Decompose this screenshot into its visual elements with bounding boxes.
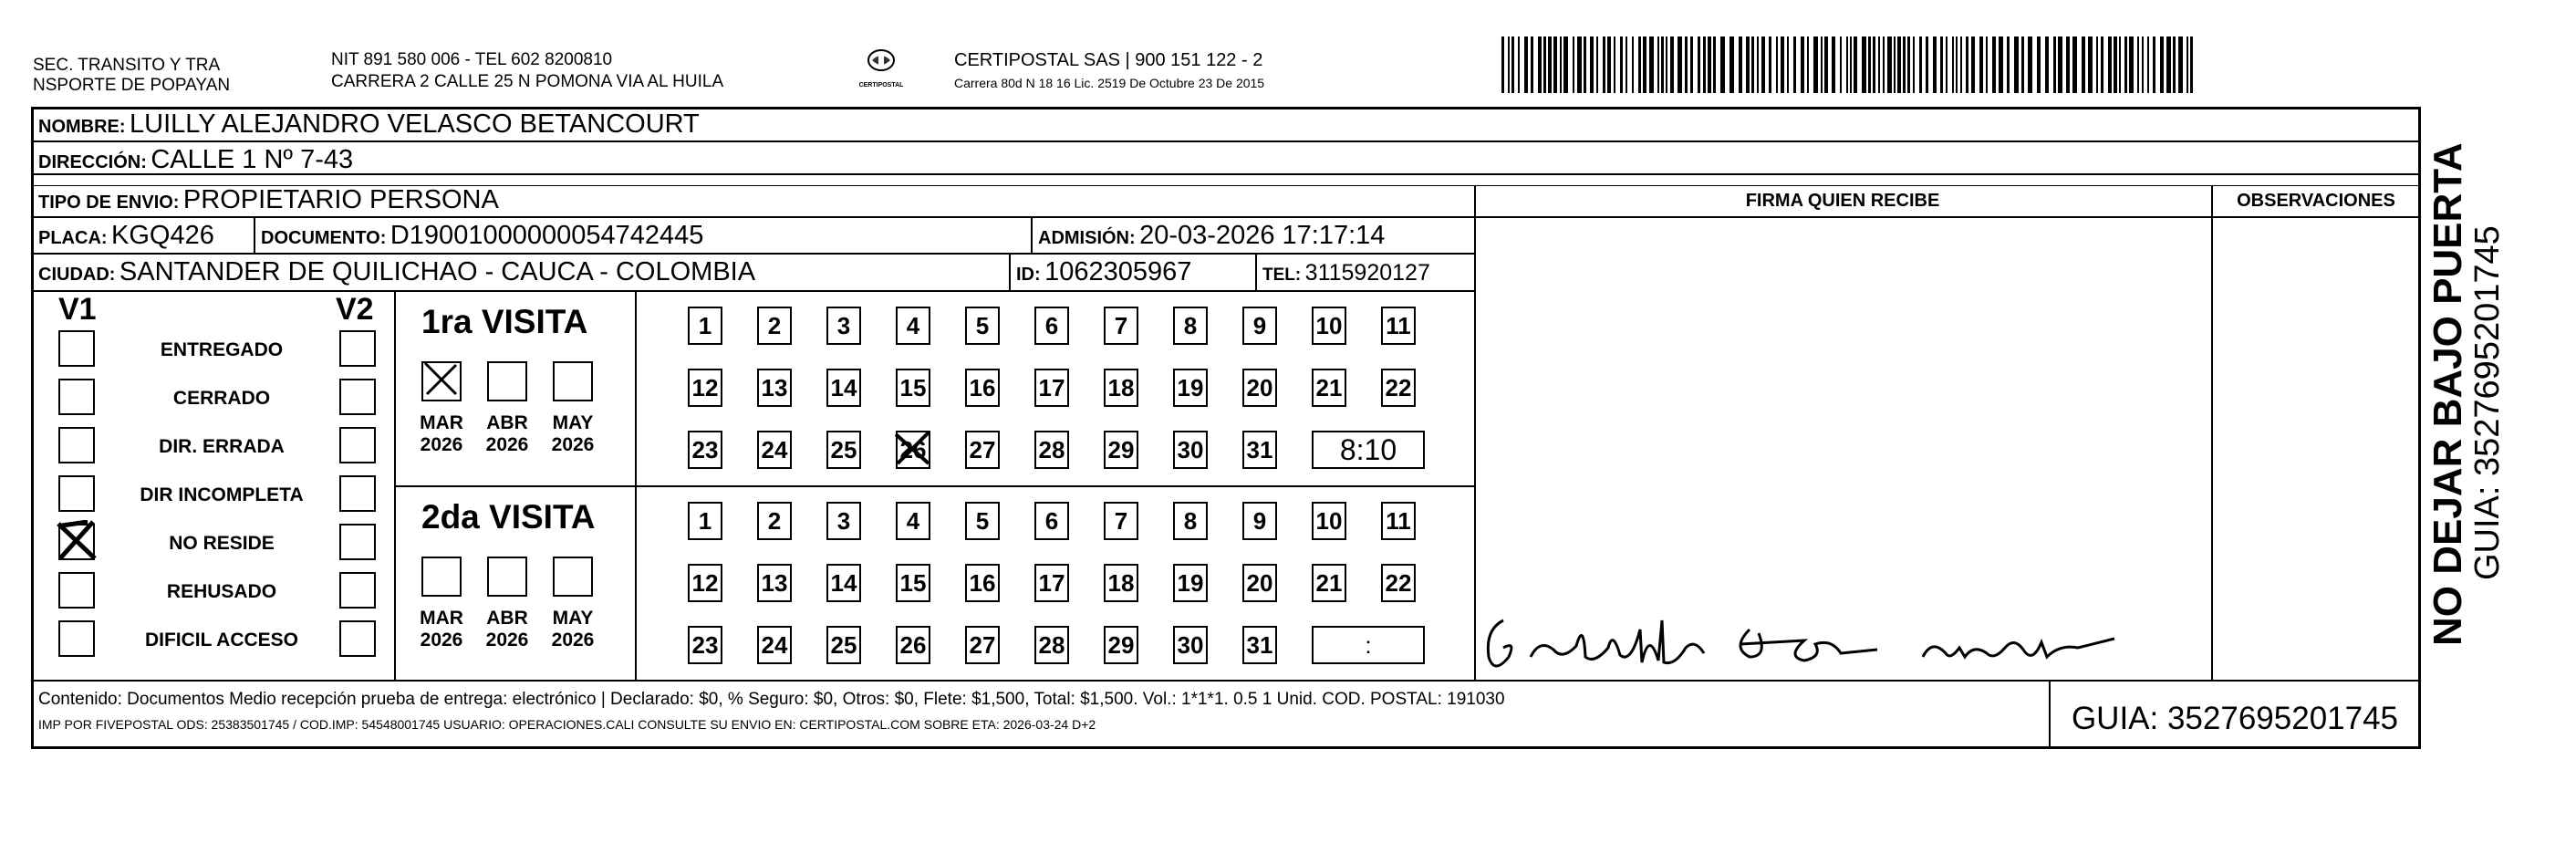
barcode-bar (1850, 36, 1852, 93)
status-label: DIFICIL ACCESO (144, 630, 298, 650)
day-7[interactable]: 7 (1104, 307, 1138, 345)
barcode-bar (1940, 36, 1943, 93)
month-year: 2026 (485, 630, 529, 651)
v2-checkbox-dir-incompleta[interactable] (339, 475, 376, 512)
firma-header: FIRMA QUIEN RECIBE (1745, 191, 1940, 211)
barcode-bar (1685, 36, 1688, 93)
visit-divider (394, 485, 1474, 487)
month-label (414, 412, 469, 456)
barcode-bar (1946, 36, 1948, 93)
day-31[interactable]: 31 (1242, 431, 1277, 469)
barcode-bar (1832, 36, 1835, 93)
day-29[interactable]: 29 (1104, 431, 1138, 469)
barcode-bar (2142, 36, 2144, 93)
ciudad-value: SANTANDER DE QUILICHAO - CAUCA - COLOMBIA (119, 257, 756, 286)
day-2[interactable]: 2 (757, 307, 792, 345)
barcode-bar (1846, 36, 1848, 93)
day-18[interactable]: 18 (1104, 564, 1138, 602)
nombre-label: NOMBRE: (38, 117, 126, 137)
observaciones-header: OBSERVACIONES (2237, 191, 2395, 211)
month-checkbox-may[interactable] (553, 361, 593, 401)
day-3[interactable]: 3 (826, 307, 861, 345)
nit-line: NIT 891 580 006 - TEL 602 8200810 (331, 50, 613, 69)
x-mark-icon (57, 520, 97, 560)
day-11[interactable]: 11 (1381, 502, 1416, 540)
barcode-bar (1690, 36, 1693, 93)
day-16[interactable]: 16 (965, 369, 1000, 407)
barcode-bar (1873, 36, 1875, 93)
day-15[interactable]: 15 (896, 564, 930, 602)
barcode-bar (1854, 36, 1857, 93)
signature-scribble (1476, 593, 2169, 680)
barcode-bar (1632, 36, 1634, 93)
month-checkbox-abr[interactable] (487, 361, 527, 401)
month-name: MAR (420, 608, 463, 629)
tel-cell (1262, 262, 1430, 285)
license-line: Carrera 80d N 18 16 Lic. 2519 De Octubre 23 De 2015 (954, 76, 1265, 90)
barcode-bar (1638, 36, 1641, 93)
v1-checkbox-entregado[interactable] (58, 330, 95, 367)
barcode-bar (1813, 36, 1818, 93)
barcode-bar (1913, 36, 1915, 93)
certipostal-logo (854, 44, 909, 93)
side-guia: GUIA: 3527695201745 (2468, 225, 2507, 580)
barcode-bar (1801, 36, 1804, 93)
barcode-bar (1919, 36, 1922, 93)
barcode-bar (1887, 36, 1892, 93)
day-27[interactable]: 27 (965, 626, 1000, 664)
day-1[interactable]: 1 (688, 502, 722, 540)
v2-checkbox-cerrado[interactable] (339, 379, 376, 415)
barcode-bar (1713, 36, 1716, 93)
barcode-bar (2058, 36, 2062, 93)
v1-checkbox-cerrado[interactable] (58, 379, 95, 415)
barcode-bar (2186, 36, 2188, 93)
barcode-bar (2101, 36, 2103, 93)
day-24[interactable]: 24 (757, 431, 792, 469)
barcode-bar (1781, 36, 1784, 93)
no-dejar-warning: NO DEJAR BAJO PUERTA (2425, 142, 2470, 646)
barcode-bar (1746, 36, 1750, 93)
day-17[interactable]: 17 (1034, 564, 1069, 602)
issuer-line-2: NSPORTE DE POPAYAN (33, 76, 231, 95)
barcode-bar (2147, 36, 2149, 93)
barcode-bar (1666, 36, 1667, 93)
barcode-bar (1971, 36, 1975, 93)
day-12[interactable]: 12 (688, 369, 722, 407)
v1-checkbox-dir-incompleta[interactable] (58, 475, 95, 512)
status-label: REHUSADO (166, 581, 277, 602)
day-5[interactable]: 5 (965, 502, 1000, 540)
v2-checkbox-dir-errada[interactable] (339, 427, 376, 463)
barcode-bar (1966, 36, 1968, 93)
barcode-bar (1626, 36, 1627, 93)
day-1[interactable]: 1 (688, 307, 722, 345)
day-6[interactable]: 6 (1034, 502, 1069, 540)
day-20[interactable]: 20 (1242, 564, 1277, 602)
barcode-bar (2088, 36, 2093, 93)
contenido-line: Contenido: Documentos Medio recepción prueba de entrega: electrónico | Declarado: $0, % Seguro: $0, Otros: $0, Flete: $1,500, Total: $1,500. Vol.: 1*1*1. 0.5 1 Unid. COD. POSTAL: 191030 (38, 690, 1505, 709)
guia-footer: GUIA: 3527695201745 (2071, 701, 2399, 736)
barcode-bar (1807, 36, 1809, 93)
month-name: MAY (552, 412, 594, 433)
tipo-value: PROPIETARIO PERSONA (182, 185, 499, 214)
barcode-bar (1538, 36, 1542, 93)
barcode-bar (1952, 36, 1954, 93)
day-2[interactable]: 2 (757, 502, 792, 540)
barcode-bar (1643, 36, 1646, 93)
barcode-bar (2137, 36, 2139, 93)
barcode-bar (1787, 36, 1789, 93)
barcode-bar (1776, 36, 1778, 93)
barcode-icon (1501, 36, 2197, 93)
barcode-bar (2096, 36, 2098, 93)
barcode-bar (2007, 36, 2010, 93)
address-line: CARRERA 2 CALLE 25 N POMONA VIA AL HUILA (331, 72, 724, 91)
barcode-bar (2108, 36, 2112, 93)
barcode-bar (2129, 36, 2134, 93)
id-cell (1016, 259, 1191, 286)
barcode-bar (2082, 36, 2085, 93)
day-4[interactable]: 4 (896, 307, 930, 345)
barcode-bar (1903, 36, 1906, 93)
status-label: CERRADO (172, 388, 271, 409)
day-20[interactable]: 20 (1242, 369, 1277, 407)
barcode-bar (1897, 36, 1901, 93)
barcode-bar (1907, 36, 1910, 93)
barcode-bar (1868, 36, 1871, 93)
month-name: ABR (486, 608, 528, 629)
placa-value: KGQ426 (111, 221, 214, 250)
id-value: 1062305967 (1044, 257, 1192, 286)
v1-checkbox-no-reside[interactable] (58, 524, 95, 560)
barcode-bar (1720, 36, 1725, 93)
row-divider (31, 253, 1474, 255)
day-8[interactable]: 8 (1173, 502, 1208, 540)
day-24[interactable]: 24 (757, 626, 792, 664)
barcode-bar (2021, 36, 2024, 93)
day-30[interactable]: 30 (1173, 626, 1208, 664)
barcode-bar (1862, 36, 1866, 93)
barcode-bar (2166, 36, 2171, 93)
barcode-bar (1793, 36, 1796, 93)
barcode-bar (1508, 36, 1510, 93)
row-divider (31, 216, 1474, 218)
month-name: ABR (486, 412, 528, 433)
company-line: CERTIPOSTAL SAS | 900 151 122 - 2 (954, 50, 1263, 70)
barcode-bar (1511, 36, 1514, 93)
barcode-bar (1999, 36, 2003, 93)
barcode-bar (1840, 36, 1842, 93)
barcode-bar (1501, 36, 1504, 93)
month-year: 2026 (551, 630, 595, 651)
barcode-bar (1878, 36, 1880, 93)
day-22[interactable]: 22 (1381, 369, 1416, 407)
barcode-bar (2160, 36, 2164, 93)
ciudad-label: CIUDAD: (38, 265, 116, 285)
barcode-bar (1698, 36, 1700, 93)
barcode-bar (1678, 36, 1682, 93)
barcode-bar (2119, 36, 2121, 93)
barcode (1501, 36, 2197, 93)
barcode-bar (1596, 36, 1598, 93)
barcode-bar (1757, 36, 1759, 93)
barcode-bar (1620, 36, 1623, 93)
day-15[interactable]: 15 (896, 369, 930, 407)
month-checkbox-mar[interactable] (421, 361, 462, 401)
x-mark-icon (421, 358, 462, 398)
barcode-bar (1649, 36, 1654, 93)
barcode-bar (1894, 36, 1896, 93)
tel-label: TEL: (1262, 265, 1302, 285)
visit-title-1: 1ra VISITA (421, 303, 588, 340)
barcode-bar (1590, 36, 1594, 93)
direccion-row (38, 147, 353, 173)
logo-text: CERTIPOSTAL (858, 82, 904, 88)
barcode-bar (1657, 36, 1659, 93)
day-14[interactable]: 14 (826, 369, 861, 407)
month-year: 2026 (551, 434, 595, 456)
row-divider (31, 140, 2421, 142)
barcode-bar (2173, 36, 2176, 93)
barcode-bar (1548, 36, 1552, 93)
day-21[interactable]: 21 (1312, 564, 1346, 602)
month-year: 2026 (420, 434, 463, 456)
barcode-bar (2028, 36, 2032, 93)
day-21[interactable]: 21 (1312, 369, 1346, 407)
v1-checkbox-rehusado[interactable] (58, 572, 95, 609)
barcode-bar (1573, 36, 1574, 93)
issuer-line-1: SEC. TRANSITO Y TRA (33, 56, 221, 75)
day-10[interactable]: 10 (1312, 307, 1346, 345)
barcode-bar (2178, 36, 2183, 93)
barcode-bar (2190, 36, 2193, 93)
day-18[interactable]: 18 (1104, 369, 1138, 407)
day-9[interactable]: 9 (1242, 502, 1277, 540)
barcode-bar (1670, 36, 1674, 93)
direccion-value: CALLE 1 Nº 7-43 (151, 145, 354, 174)
cell-divider (1031, 216, 1033, 253)
barcode-bar (2045, 36, 2049, 93)
cell-divider (1255, 253, 1257, 290)
x-mark-icon (892, 427, 934, 469)
day-19[interactable]: 19 (1173, 564, 1208, 602)
month-year: 2026 (420, 630, 463, 651)
day-3[interactable]: 3 (826, 502, 861, 540)
month-year: 2026 (485, 434, 529, 456)
v2-checkbox-no-reside[interactable] (339, 524, 376, 560)
nombre-row (38, 111, 700, 138)
day-13[interactable]: 13 (757, 369, 792, 407)
tipo-row (38, 187, 499, 213)
barcode-bar (1729, 36, 1734, 93)
barcode-bar (1607, 36, 1611, 93)
v2-header: V2 (336, 292, 374, 327)
day-23[interactable]: 23 (688, 626, 722, 664)
barcode-bar (1821, 36, 1823, 93)
month-checkbox-abr[interactable] (487, 557, 527, 597)
status-label: NO RESIDE (169, 533, 275, 554)
barcode-bar (1933, 36, 1937, 93)
barcode-bar (1614, 36, 1615, 93)
barcode-bar (2053, 36, 2056, 93)
direccion-label: DIRECCIÓN: (38, 152, 147, 172)
day-22[interactable]: 22 (1381, 564, 1416, 602)
barcode-bar (1926, 36, 1928, 93)
observaciones-left-border (2211, 185, 2213, 680)
day-17[interactable]: 17 (1034, 369, 1069, 407)
barcode-bar (1883, 36, 1885, 93)
month-checkbox-mar[interactable] (421, 557, 462, 597)
barcode-bar (1584, 36, 1586, 93)
barcode-bar (2072, 36, 2077, 93)
barcode-bar (2066, 36, 2070, 93)
barcode-bar (2153, 36, 2155, 93)
barcode-bar (1761, 36, 1765, 93)
v2-checkbox-entregado[interactable] (339, 330, 376, 367)
barcode-bar (2014, 36, 2019, 93)
barcode-bar (1986, 36, 1988, 93)
day-29[interactable]: 29 (1104, 626, 1138, 664)
day-19[interactable]: 19 (1173, 369, 1208, 407)
barcode-bar (1739, 36, 1742, 93)
day-30[interactable]: 30 (1173, 431, 1208, 469)
row-divider (31, 290, 1474, 292)
month-label (480, 608, 535, 651)
day-7[interactable]: 7 (1104, 502, 1138, 540)
day-12[interactable]: 12 (688, 564, 722, 602)
barcode-bar (2037, 36, 2041, 93)
visit-time-1[interactable]: 8:10 (1312, 431, 1425, 469)
day-number: 26 (899, 436, 927, 463)
ciudad-cell (38, 259, 755, 286)
day-26[interactable] (896, 431, 930, 469)
day-10[interactable]: 10 (1312, 502, 1346, 540)
cell-divider (1009, 253, 1011, 290)
status-label: DIR. ERRADA (159, 436, 285, 457)
month-checkbox-may[interactable] (553, 557, 593, 597)
placa-label: PLACA: (38, 228, 108, 248)
barcode-bar (1560, 36, 1562, 93)
barcode-bar (1769, 36, 1771, 93)
day-13[interactable]: 13 (757, 564, 792, 602)
status-label: DIR INCOMPLETA (140, 484, 304, 505)
tel-value: 3115920127 (1304, 260, 1430, 286)
documento-value: D19001000000054742445 (390, 221, 704, 250)
barcode-bar (1531, 36, 1533, 93)
visit-time-2[interactable]: : (1312, 626, 1425, 664)
nombre-value: LUILLY ALEJANDRO VELASCO BETANCOURT (130, 109, 700, 139)
barcode-bar (1577, 36, 1582, 93)
month-name: MAR (420, 412, 463, 433)
barcode-bar (1960, 36, 1962, 93)
month-label (545, 608, 600, 651)
barcode-bar (1563, 36, 1568, 93)
row-divider (31, 173, 2421, 175)
barcode-bar (1661, 36, 1664, 93)
status-label: ENTREGADO (160, 339, 284, 360)
v2-checkbox-rehusado[interactable] (339, 572, 376, 609)
day-31[interactable]: 31 (1242, 626, 1277, 664)
barcode-bar (1703, 36, 1706, 93)
cell-divider (254, 216, 255, 253)
admision-cell (1038, 223, 1385, 249)
footer-divider (31, 680, 2421, 682)
day-23[interactable]: 23 (688, 431, 722, 469)
documento-label: DOCUMENTO: (261, 228, 387, 248)
barcode-bar (1992, 36, 1996, 93)
day-14[interactable]: 14 (826, 564, 861, 602)
barcode-bar (1553, 36, 1557, 93)
tipo-label: TIPO DE ENVIO: (38, 193, 180, 213)
barcode-bar (1524, 36, 1528, 93)
visit-title-2: 2da VISITA (421, 498, 596, 536)
placa-cell (38, 223, 214, 249)
day-27[interactable]: 27 (965, 431, 1000, 469)
day-28[interactable]: 28 (1034, 431, 1069, 469)
barcode-bar (1956, 36, 1958, 93)
barcode-bar (1824, 36, 1828, 93)
barcode-bar (1751, 36, 1754, 93)
admision-label: ADMISIÓN: (1038, 228, 1136, 248)
imp-line: IMP POR FIVEPOSTAL ODS: 25383501745 / COD.IMP: 54548001745 USUARIO: OPERACIONES.CALI CONSULTE SU ENVIO EN: CERTIPOSTAL.COM SOBRE ETA: 2026-03-24 D+2 (38, 717, 1096, 732)
barcode-bar (2124, 36, 2127, 93)
day-11[interactable]: 11 (1381, 307, 1416, 345)
v1-header: V1 (58, 292, 97, 327)
v1-checkbox-dificil-acceso[interactable] (58, 620, 95, 657)
recipient-signature (1476, 593, 2169, 680)
barcode-bar (1518, 36, 1520, 93)
day-25[interactable]: 25 (826, 431, 861, 469)
day-9[interactable]: 9 (1242, 307, 1277, 345)
v2-checkbox-dificil-acceso[interactable] (339, 620, 376, 657)
day-5[interactable]: 5 (965, 307, 1000, 345)
day-26[interactable]: 26 (896, 626, 930, 664)
barcode-bar (1603, 36, 1605, 93)
day-6[interactable]: 6 (1034, 307, 1069, 345)
day-4[interactable]: 4 (896, 502, 930, 540)
day-16[interactable]: 16 (965, 564, 1000, 602)
v1-checkbox-dir-errada[interactable] (58, 427, 95, 463)
day-8[interactable]: 8 (1173, 307, 1208, 345)
day-28[interactable]: 28 (1034, 626, 1069, 664)
month-name: MAY (552, 608, 594, 629)
barcode-bar (1979, 36, 1983, 93)
barcode-bar (2114, 36, 2117, 93)
barcode-bar (1543, 36, 1546, 93)
barcode-bar (1708, 36, 1711, 93)
day-25[interactable]: 25 (826, 626, 861, 664)
month-label (545, 412, 600, 456)
month-label (414, 608, 469, 651)
admision-value: 20-03-2026 17:17:14 (1139, 221, 1386, 250)
id-label: ID: (1016, 265, 1041, 285)
month-label (480, 412, 535, 456)
column-header-divider (1474, 216, 2421, 218)
documento-cell (261, 223, 703, 249)
